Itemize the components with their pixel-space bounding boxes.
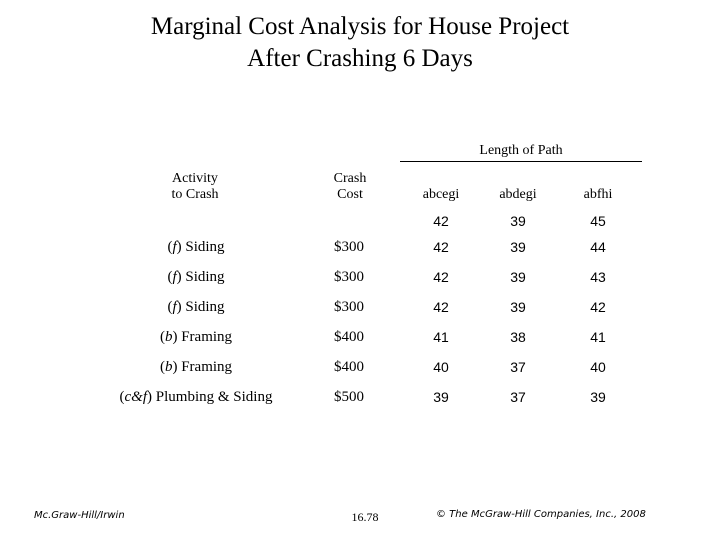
slide-title-line-2: After Crashing 6 Days: [247, 45, 473, 72]
publisher-footer: Mc.Graw-Hill/Irwin: [34, 510, 125, 521]
activity-header-line-1: Activity: [172, 171, 218, 186]
slide-title-line-1: Marginal Cost Analysis for House Project: [150, 13, 570, 40]
crash-cost-cell: $400: [334, 359, 364, 375]
initial-length-2: 39: [510, 213, 526, 229]
path-1-length: 42: [433, 239, 449, 255]
page-number: 16.78: [351, 510, 379, 524]
activity-code: b: [164, 329, 173, 345]
path-2-length: 38: [510, 329, 526, 345]
activity-cell: (b) Framing: [159, 329, 233, 345]
path-1-length: 40: [433, 359, 449, 375]
path-1-length: 39: [433, 389, 449, 405]
crash-cost-cell: $300: [334, 269, 364, 285]
activity-code: b: [164, 359, 173, 375]
activity-header-line-2: to Crash: [171, 187, 219, 202]
activity-cell: (b) Framing: [159, 359, 233, 375]
path-3-length: 42: [590, 299, 606, 315]
crash-cost-cell: $300: [334, 299, 364, 315]
activity-code: c&f: [124, 389, 148, 405]
activity-cell: (f) Siding: [167, 239, 225, 255]
activity-cell: (f) Siding: [167, 299, 225, 315]
activity-cell: (c&f) Plumbing & Siding: [119, 389, 273, 405]
activity-code: f: [172, 239, 177, 255]
copyright-footer: © The McGraw-Hill Companies, Inc., 2008: [436, 509, 646, 520]
crash-cost-header-line-1: Crash: [333, 171, 367, 186]
crash-cost-cell: $300: [334, 239, 364, 255]
activity-code: f: [172, 299, 177, 315]
activity-code: f: [172, 269, 177, 285]
path-header-1: abcegi: [422, 187, 460, 202]
path-1-length: 41: [433, 329, 449, 345]
path-length-header-rule: [400, 161, 642, 162]
path-2-length: 39: [510, 269, 526, 285]
activity-name: Siding: [181, 239, 225, 255]
activity-name: Siding: [181, 299, 225, 315]
activity-name: Framing: [177, 359, 233, 375]
crash-cost-cell: $400: [334, 329, 364, 345]
initial-length-3: 45: [590, 213, 606, 229]
initial-length-1: 42: [433, 213, 449, 229]
path-3-length: 41: [590, 329, 606, 345]
path-2-length: 39: [510, 239, 526, 255]
path-header-3: abfhi: [583, 187, 613, 202]
activity-cell: (f) Siding: [167, 269, 225, 285]
path-header-2: abdegi: [499, 187, 537, 202]
path-1-length: 42: [433, 299, 449, 315]
path-2-length: 37: [510, 359, 526, 375]
activity-name: Framing: [177, 329, 233, 345]
crash-cost-cell: $500: [334, 389, 364, 405]
path-2-length: 39: [510, 299, 526, 315]
path-3-length: 39: [590, 389, 606, 405]
activity-name: Plumbing & Siding: [152, 389, 273, 405]
path-length-group-header: Length of Path: [479, 143, 563, 158]
activity-name: Siding: [181, 269, 225, 285]
path-2-length: 37: [510, 389, 526, 405]
path-1-length: 42: [433, 269, 449, 285]
path-3-length: 43: [590, 269, 606, 285]
crash-cost-header-line-2: Cost: [337, 187, 363, 202]
path-3-length: 44: [590, 239, 606, 255]
path-3-length: 40: [590, 359, 606, 375]
